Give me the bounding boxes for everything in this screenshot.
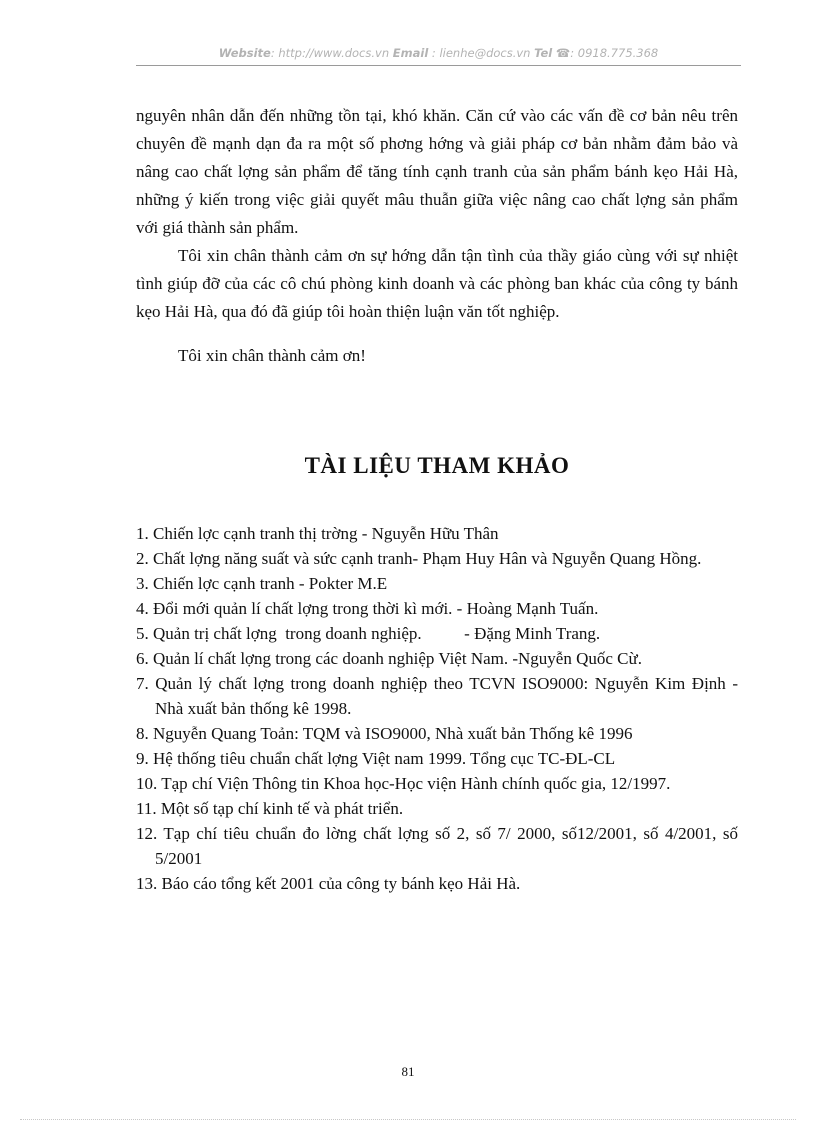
paragraph: Tôi xin chân thành cảm ơn sự hớng dẫn tận tình của thầy giáo cùng với sự nhiệt tình giúp đỡ của các cô chú phòng kinh doanh và các phòng ban khác của công ty bánh kẹo Hải Hà, qua đó đã giúp tôi hoàn thiện luận văn tốt nghiệp. xyxy=(136,246,738,321)
footer-divider xyxy=(20,1119,796,1120)
website-value: : http://www.docs.vn xyxy=(270,46,390,60)
reference-item: 13. Báo cáo tổng kết 2001 của công ty bánh kẹo Hải Hà. xyxy=(136,874,521,893)
references-title: TÀI LIỆU THAM KHẢO xyxy=(304,453,570,478)
email-value: : lienhe@docs.vn xyxy=(431,46,531,60)
reference-item: 10. Tạp chí Viện Thông tin Khoa học-Học viện Hành chính quốc gia, 12/1997. xyxy=(136,774,671,793)
body-text xyxy=(136,102,738,370)
email-label: Email xyxy=(392,46,429,60)
page-number: 81 xyxy=(401,1064,415,1079)
header-divider xyxy=(136,65,741,66)
reference-item: 3. Chiến lợc cạnh tranh - Pokter M.E xyxy=(136,574,388,593)
phone-icon: ☎ xyxy=(555,46,571,60)
tel-label: Tel xyxy=(534,46,553,60)
reference-item: 12. Tạp chí tiêu chuẩn đo lờng chất lợng số 2, số 7/ 2000, số12/2001, số 4/2001, số 5/2001 xyxy=(136,824,738,868)
page-header xyxy=(136,46,741,60)
closing-thanks: Tôi xin chân thành cảm ơn! xyxy=(178,346,366,365)
reference-item: 8. Nguyễn Quang Toản: TQM và ISO9000, Nhà xuất bản Thống kê 1996 xyxy=(136,724,633,743)
paragraph: nguyên nhân dẫn đến những tồn tại, khó khăn. Căn cứ vào các vấn đề cơ bản nêu trên chuyên đề mạnh dạn đa ra một số phơng hớng và giải pháp cơ bản nhằm đảm bảo và nâng cao chất lợng sản phẩm để tăng tính cạnh tranh của sản phẩm bánh kẹo Hải Hà, những ý kiến trong việc giải quyết mâu thuẫn giữa việc nâng cao chất lợng sản phẩm với giá thành sản phẩm. xyxy=(136,106,738,237)
tel-value: : 0918.775.368 xyxy=(570,46,659,60)
reference-item: 7. Quản lý chất lợng trong doanh nghiệp theo TCVN ISO9000: Nguyễn Kim Định - Nhà xuất bản thống kê 1998. xyxy=(136,674,738,718)
references-list xyxy=(136,521,738,896)
reference-item: 6. Quản lí chất lợng trong các doanh nghiệp Việt Nam. -Nguyễn Quốc Cừ. xyxy=(136,649,642,668)
reference-item: 4. Đổi mới quản lí chất lợng trong thời kì mới. - Hoàng Mạnh Tuấn. xyxy=(136,599,599,618)
reference-item: 1. Chiến lợc cạnh tranh thị trờng - Nguyễn Hữu Thân xyxy=(136,524,499,543)
website-label: Website xyxy=(218,46,271,60)
reference-item: 2. Chất lợng năng suất và sức cạnh tranh- Phạm Huy Hân và Nguyễn Quang Hồng. xyxy=(136,549,702,568)
reference-item: 9. Hệ thống tiêu chuẩn chất lợng Việt nam 1999. Tổng cục TC-ĐL-CL xyxy=(136,749,616,768)
reference-item: 11. Một số tạp chí kinh tế và phát triển. xyxy=(136,799,404,818)
reference-item: 5. Quản trị chất lợng trong doanh nghiệp. - Đặng Minh Trang. xyxy=(136,624,601,643)
